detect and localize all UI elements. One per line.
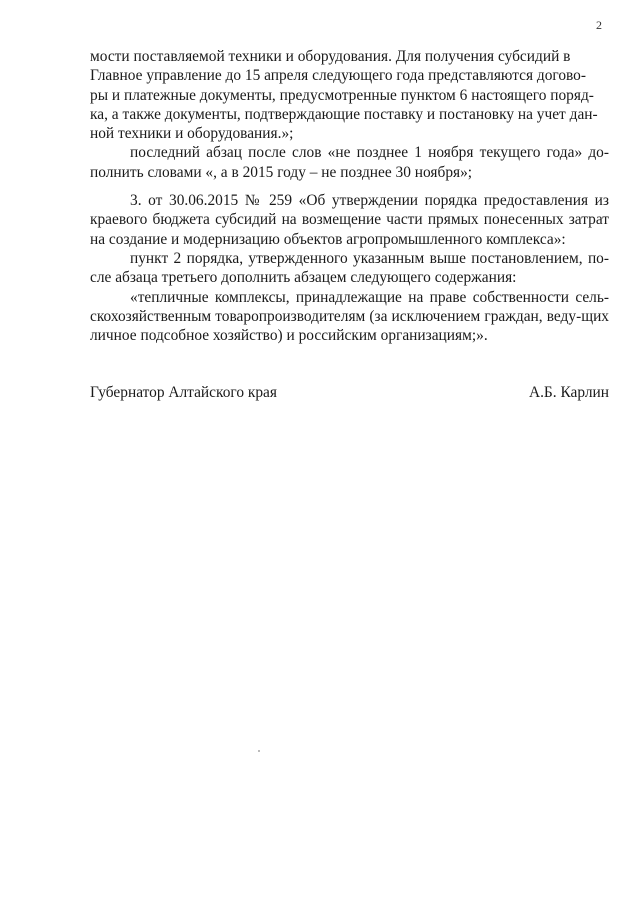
signature-position: Губернатор Алтайского края — [90, 384, 277, 401]
paragraph-line: ры и платежные документы, предусмотренные пунктом 6 настоящего поряд- — [90, 86, 594, 104]
scan-speck — [258, 750, 260, 752]
signature-name: А.Б. Карлин — [528, 384, 609, 401]
paragraph-line: Главное управление до 15 апреля следующего года представляются догово- — [90, 67, 587, 85]
paragraph-quote: «тепличные комплексы, принадлежащие на праве собственности сель-скохозяйственным товаропроизводителям (за исключением граждан, веду-щих личное подсобное хозяйство) и российским организациям;». — [90, 288, 609, 345]
paragraph-last-clause: последний абзац после слов «не позднее 1 ноября текущего года» до-полнить словами «, а в 2015 году – не позднее 30 ноября»; — [90, 144, 609, 181]
paragraph-continuation — [90, 47, 609, 143]
paragraph-line: ка, а также документы, подтверждающие поставку и постановку на учет дан- — [90, 105, 598, 123]
paragraph-line: мости поставляемой техники и оборудования. Для получения субсидий в — [90, 48, 571, 65]
paragraph-item-3: 3. от 30.06.2015 № 259 «Об утверждении порядка предоставления из краевого бюджета субсидий на возмещение части прямых понесенных затрат на создание и модернизацию объектов агропромышленного комплекса»: — [90, 192, 609, 248]
document-body — [90, 47, 609, 345]
page-number: 2 — [596, 18, 602, 32]
paragraph-line: ной техники и оборудования.»; — [90, 125, 294, 143]
paragraph-point-2: пункт 2 порядка, утвержденного указанным выше постановлением, по-сле абзаца третьего дополнить абзацем следующего содержания: — [90, 249, 609, 287]
signature-block — [90, 383, 609, 402]
